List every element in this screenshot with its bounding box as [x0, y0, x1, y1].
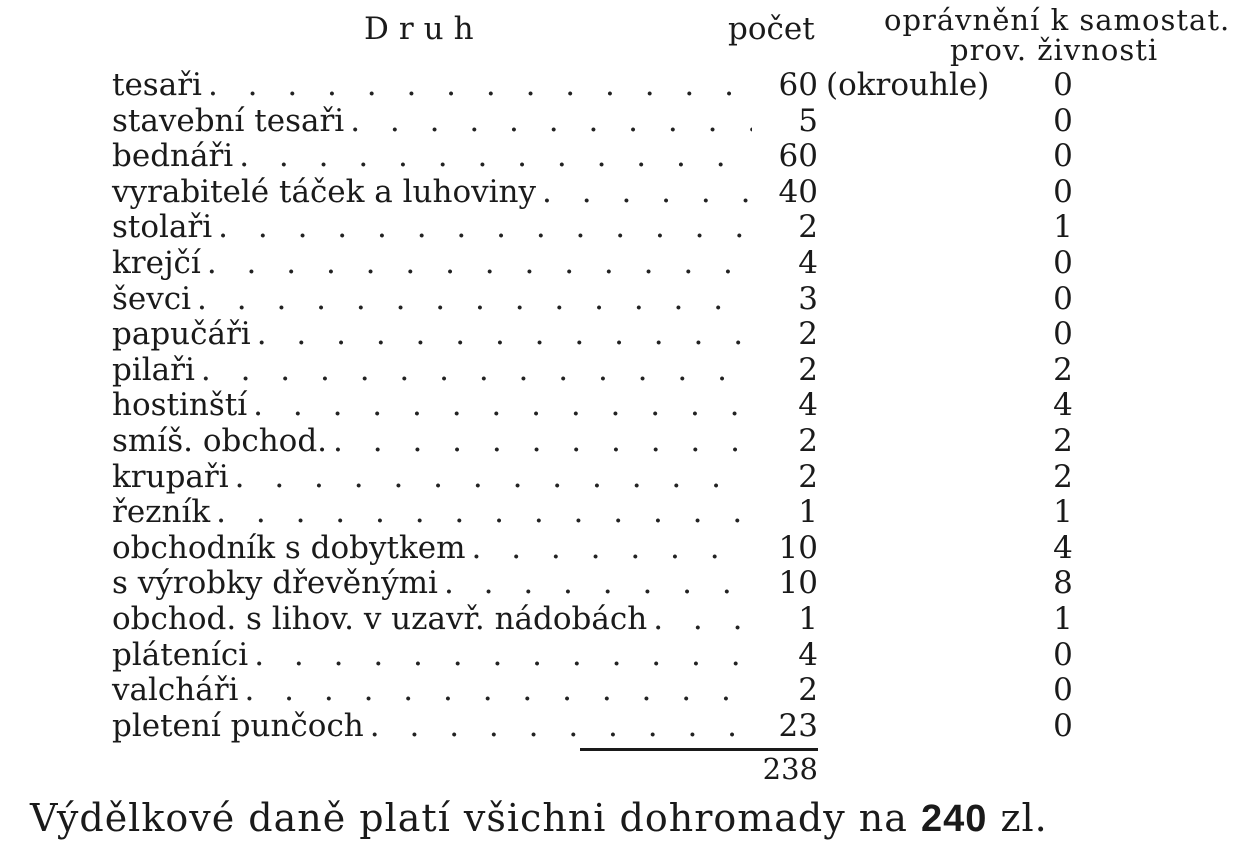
row-authorized-count: 0: [1053, 280, 1073, 317]
table-row: [0, 673, 1252, 709]
dot-leader: [653, 602, 752, 638]
table-row: [0, 709, 1252, 745]
dot-leader: [244, 673, 752, 709]
row-trade-name: vyrabitelé táček a luhoviny: [112, 173, 537, 210]
row-count: 2: [798, 458, 818, 495]
dot-leader: [350, 104, 752, 140]
table-row: [0, 246, 1252, 282]
row-authorized-count: 4: [1053, 387, 1073, 424]
row-leader: [112, 139, 752, 175]
row-leader: [112, 317, 752, 353]
row-count: 40: [778, 173, 818, 210]
table-row: [0, 388, 1252, 424]
table-row: [0, 424, 1252, 460]
row-trade-name: pláteníci: [112, 636, 249, 673]
trade-table: [0, 68, 1252, 744]
table-row: [0, 104, 1252, 140]
table-row: [0, 175, 1252, 211]
row-authorized-count: 0: [1053, 244, 1073, 281]
count-total: 238: [762, 752, 818, 786]
row-trade-name: tesaři: [112, 67, 202, 103]
footer-amount: 240: [921, 798, 988, 840]
row-authorized-count: 4: [1053, 529, 1073, 566]
row-count: 2: [798, 422, 818, 459]
dot-leader: [444, 566, 752, 602]
row-count: 10: [778, 529, 818, 566]
row-trade-name: hostinští: [112, 387, 248, 424]
table-row: [0, 460, 1252, 496]
row-trade-name: stolaři: [112, 209, 213, 246]
row-trade-name: smíš. obchod.: [112, 422, 328, 459]
row-authorized-count: 2: [1053, 422, 1073, 459]
row-trade-name: s výrobky dřevěnými: [112, 565, 438, 602]
row-trade-name: ševci: [112, 280, 192, 317]
row-count: 1: [798, 494, 818, 531]
dot-leader: [370, 709, 752, 745]
row-leader: [112, 709, 752, 745]
row-authorized-count: 0: [1053, 316, 1073, 353]
dot-leader: [254, 638, 752, 674]
dot-leader: [197, 282, 752, 318]
footer-text-after: zl.: [987, 796, 1048, 840]
row-trade-name: papučáři: [112, 316, 251, 353]
footer-sentence: [30, 796, 1048, 841]
row-authorized-count: 0: [1053, 707, 1073, 744]
row-authorized-count: 2: [1053, 458, 1073, 495]
row-count: 1: [798, 600, 818, 637]
row-note: (okrouhle): [826, 67, 990, 103]
row-trade-name: krejčí: [112, 244, 201, 281]
row-leader: [112, 246, 752, 282]
row-count: 10: [778, 565, 818, 602]
row-trade-name: řezník: [112, 494, 211, 531]
row-leader: [112, 175, 752, 211]
dot-leader: [257, 317, 752, 353]
row-authorized-count: 1: [1053, 494, 1073, 531]
table-row: [0, 353, 1252, 389]
row-leader: [112, 602, 752, 638]
row-authorized-count: 1: [1053, 600, 1073, 637]
row-trade-name: pletení punčoch: [112, 707, 364, 744]
row-count: 2: [798, 351, 818, 388]
row-leader: [112, 566, 752, 602]
row-leader: [112, 68, 752, 104]
row-trade-name: obchod. s lihov. v uzavř. nádobách: [112, 600, 648, 637]
dot-leader: [208, 68, 752, 104]
row-leader: [112, 104, 752, 140]
row-trade-name: obchodník s dobytkem: [112, 529, 466, 566]
row-leader: [112, 353, 752, 389]
row-trade-name: valcháři: [112, 672, 239, 709]
row-authorized-count: 8: [1053, 565, 1073, 602]
row-authorized-count: 0: [1053, 102, 1073, 139]
table-row: [0, 282, 1252, 318]
row-count: 4: [798, 636, 818, 673]
table-row: [0, 68, 1252, 104]
sum-rule: [580, 748, 818, 751]
row-authorized-count: 1: [1053, 209, 1073, 246]
table-row: [0, 531, 1252, 567]
row-count: 4: [798, 387, 818, 424]
row-leader: [112, 210, 752, 246]
row-leader: [112, 388, 752, 424]
dot-leader: [235, 460, 752, 496]
row-count: 60: [778, 67, 818, 103]
row-authorized-count: 0: [1053, 173, 1073, 210]
dot-leader: [542, 175, 752, 211]
dot-leader: [253, 388, 752, 424]
column-header-pocet: počet: [728, 11, 815, 47]
table-row: [0, 210, 1252, 246]
row-count: 2: [798, 316, 818, 353]
row-count: 3: [798, 280, 818, 317]
column-header-opravneni-line2: prov. živnosti: [950, 33, 1159, 67]
row-authorized-count: 0: [1053, 67, 1073, 103]
table-row: [0, 317, 1252, 353]
row-leader: [112, 424, 752, 460]
row-trade-name: krupaři: [112, 458, 229, 495]
row-count: 60: [778, 138, 818, 175]
table-row: [0, 602, 1252, 638]
table-row: [0, 638, 1252, 674]
footer-text-before: Výdělkové daně platí všichni dohromady na: [30, 796, 922, 840]
dot-leader: [239, 139, 752, 175]
dot-leader: [201, 353, 752, 389]
column-header-druh: Druh: [364, 11, 484, 47]
dot-leader: [218, 210, 752, 246]
table-row: [0, 139, 1252, 175]
row-count: 4: [798, 244, 818, 281]
row-trade-name: bednáři: [112, 138, 234, 175]
table-row: [0, 566, 1252, 602]
table-row: [0, 495, 1252, 531]
row-authorized-count: 0: [1053, 672, 1073, 709]
row-count: 2: [798, 209, 818, 246]
dot-leader: [333, 424, 752, 460]
dot-leader: [207, 246, 752, 282]
row-leader: [112, 673, 752, 709]
row-count: 23: [778, 707, 818, 744]
row-leader: [112, 282, 752, 318]
row-authorized-count: 0: [1053, 138, 1073, 175]
row-count: 5: [798, 102, 818, 139]
dot-leader: [216, 495, 752, 531]
dot-leader: [471, 531, 752, 567]
row-trade-name: stavební tesaři: [112, 102, 345, 139]
row-count: 2: [798, 672, 818, 709]
row-leader: [112, 495, 752, 531]
row-leader: [112, 638, 752, 674]
column-header-opravneni-line1: oprávnění k samostat.: [884, 3, 1231, 37]
row-leader: [112, 460, 752, 496]
row-trade-name: pilaři: [112, 351, 195, 388]
row-authorized-count: 2: [1053, 351, 1073, 388]
row-authorized-count: 0: [1053, 636, 1073, 673]
row-leader: [112, 531, 752, 567]
